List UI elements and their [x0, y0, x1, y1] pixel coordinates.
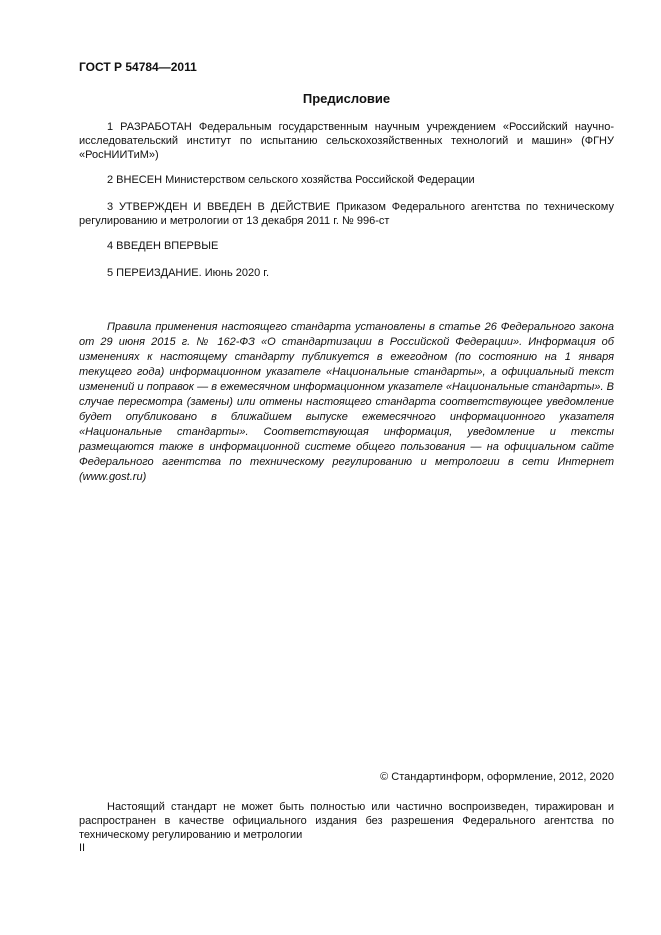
foreword-item-3 [79, 200, 614, 228]
foreword-item-4 [79, 239, 614, 253]
section-title: Предисловие [302, 91, 391, 106]
copyright-line: © Стандартинформ, оформление, 2012, 2020 [380, 771, 614, 783]
document-code: ГОСТ Р 54784—2011 [79, 60, 197, 74]
page-number: II [79, 842, 86, 854]
foreword-item-text: 1 РАЗРАБОТАН Федеральным государственным научным учреждением «Российский научно-исследовательский институт по испытанию сельскохозяйственных технологий и машин» (ФГНУ «РосНИИТиМ») [79, 121, 614, 161]
foreword-item-text: 2 ВНЕСЕН Министерством сельского хозяйства Российской Федерации [107, 174, 475, 186]
foreword-item-1 [79, 120, 614, 162]
foreword-item-text: 4 ВВЕДЕН ВПЕРВЫЕ [107, 240, 219, 252]
rights-text: Настоящий стандарт не может быть полностью или частично воспроизведен, тиражирован и распространен в качестве официального издания без разрешения Федерального агентства по техническому регулированию и метрологии [79, 801, 614, 841]
notice-text: Правила применения настоящего стандарта установлены в статье 26 Федерального закона от 29 июня 2015 г. № 162-ФЗ «О стандартизации в Российской Федерации». Информация об изменениях к настоящему стандарту публикуется в ежегодном (по состоянию на 1 января текущего года) информационном указателе «Национальные стандарты», а официальный текст изменений и поправок — в ежемесячном информационном указателе «Национальные стандарты». В случае пересмотра (замены) или отмены настоящего стандарта соответствующее уведомление будет опубликовано в ближайшем выпуске ежемесячного информационного указателя «Национальные стандарты». Соответствующая информация, уведомление и тексты размещаются также в информационной системе общего пользования — на официальном сайте Федерального агентства по техническому регулированию и метрологии в сети Интернет (www.gost.ru) [79, 321, 614, 483]
foreword-item-text: 3 УТВЕРЖДЕН И ВВЕДЕН В ДЕЙСТВИЕ Приказом Федерального агентства по техническому регулированию и метрологии от 13 декабря 2011 г. № 996-ст [79, 201, 614, 227]
foreword-item-2 [79, 173, 614, 187]
standard-application-notice [79, 320, 614, 485]
foreword-item-5 [79, 266, 614, 280]
foreword-item-text: 5 ПЕРЕИЗДАНИЕ. Июнь 2020 г. [107, 267, 269, 279]
rights-notice [79, 800, 614, 842]
